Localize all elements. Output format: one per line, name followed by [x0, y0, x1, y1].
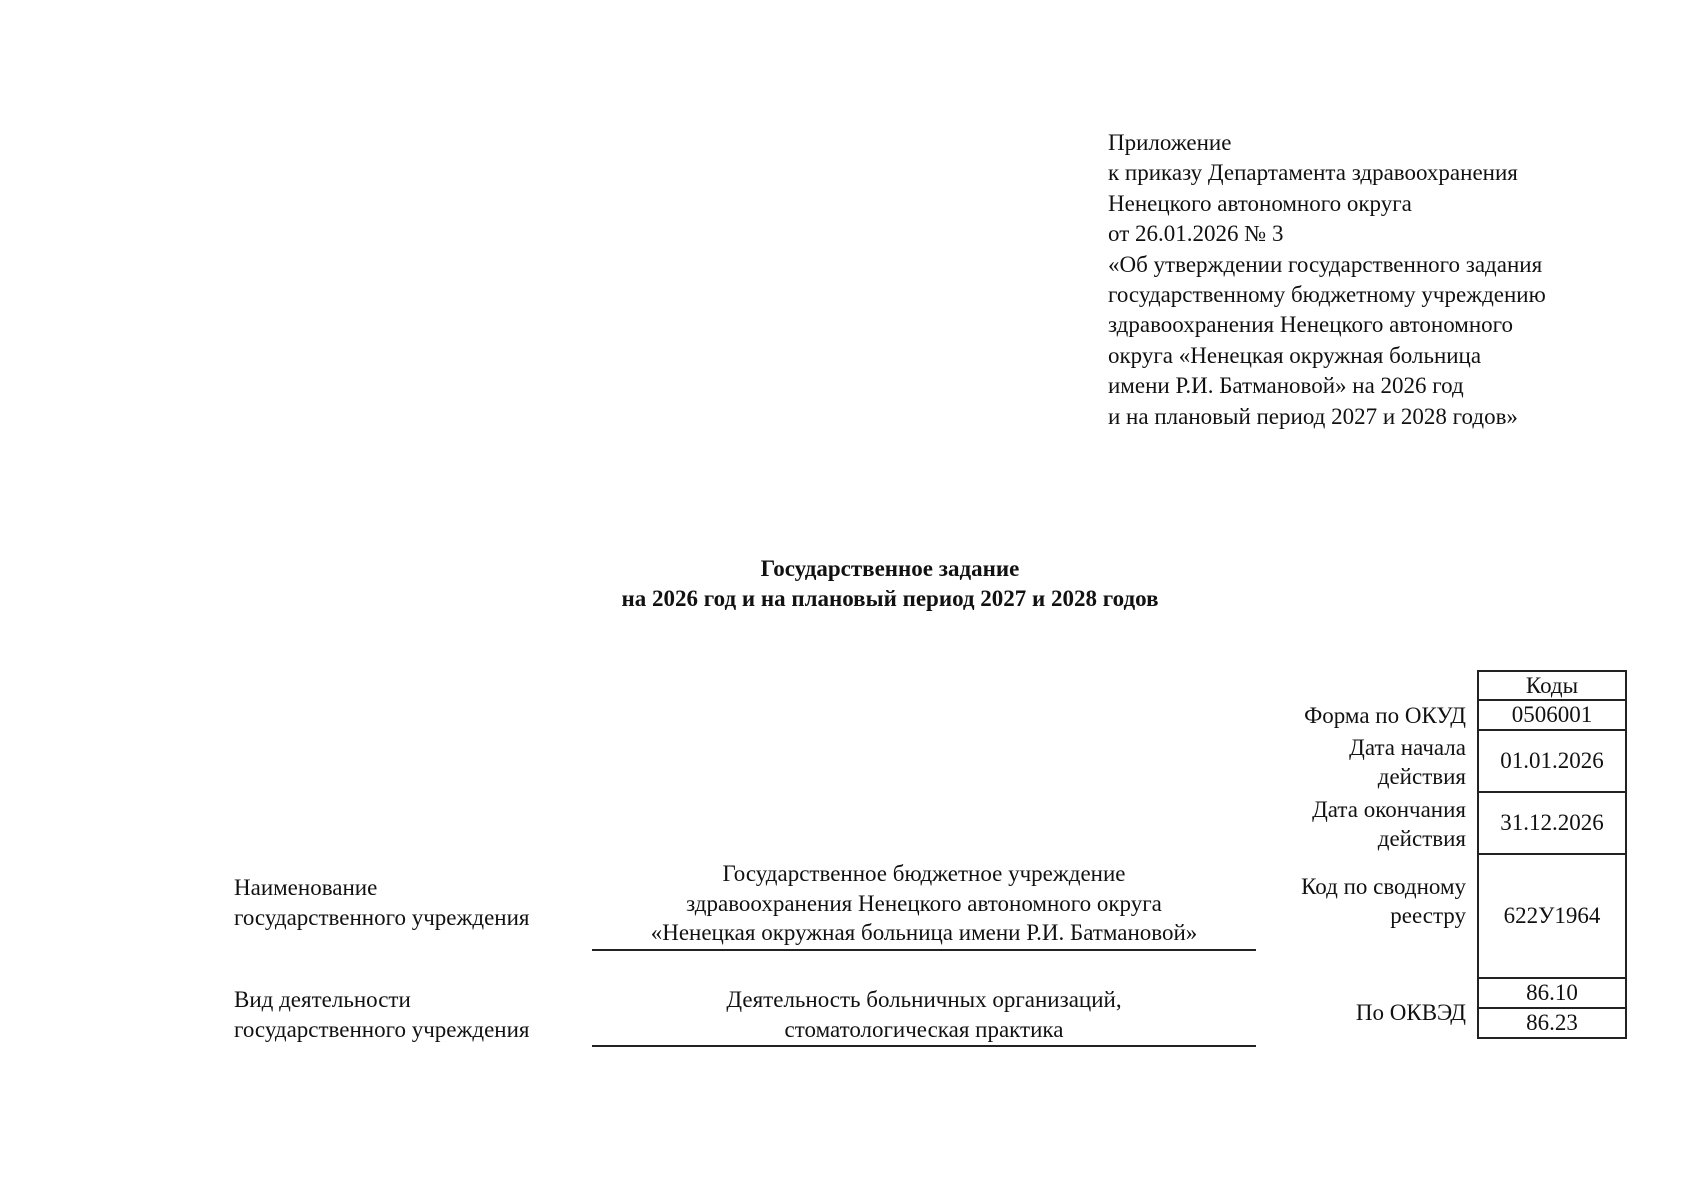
okud-code: 0506001 [1479, 701, 1625, 731]
institution-name-label-line-2: государственного учреждения [234, 904, 530, 930]
reestr-code: 622У1964 [1479, 855, 1625, 979]
okved-code-2: 86.23 [1479, 1009, 1625, 1039]
appendix-line: к приказу Департамента здравоохранения [1108, 160, 1518, 186]
appendix-line: здравоохранения Ненецкого автономного [1108, 312, 1513, 338]
end-date-label-line-1: Дата окончания [1312, 797, 1466, 822]
end-date-label-line-2: действия [1377, 826, 1466, 851]
reestr-label-line-1: Код по сводному [1301, 874, 1466, 899]
institution-name-line-3: «Ненецкая окружная больница имени Р.И. Батмановой» [650, 920, 1198, 945]
codes-header: Коды [1479, 672, 1625, 701]
start-date-value: 01.01.2026 [1479, 731, 1625, 793]
document-title [0, 554, 1698, 614]
codes-table [1477, 670, 1627, 1039]
okved-code-1: 86.10 [1479, 979, 1625, 1009]
start-date-label-line-1: Дата начала [1349, 735, 1466, 760]
institution-name-label-line-1: Наименование [234, 875, 378, 900]
reestr-label [1301, 872, 1466, 930]
activity-type-label-line-2: государственного учреждения [234, 1016, 530, 1042]
activity-type-label-line-1: Вид деятельности [234, 987, 411, 1012]
appendix-line: имени Р.И. Батмановой» на 2026 год [1108, 373, 1464, 399]
institution-name-line-1: Государственное бюджетное учреждение [722, 861, 1126, 886]
okud-label: Форма по ОКУД [1304, 703, 1466, 728]
start-date-label-line-2: действия [1377, 764, 1466, 789]
appendix-line: округа «Ненецкая окружная больница [1108, 342, 1482, 368]
end-date-label [1312, 795, 1466, 853]
start-date-label [1349, 733, 1466, 791]
document-title-line-1: Государственное задание [760, 556, 1020, 581]
appendix-header [1108, 128, 1648, 432]
appendix-line: государственному бюджетному учреждению [1108, 282, 1546, 308]
okved-label: По ОКВЭД [1355, 1000, 1466, 1025]
appendix-line: от 26.01.2026 № 3 [1108, 221, 1284, 247]
end-date-value: 31.12.2026 [1479, 793, 1625, 855]
reestr-label-line-2: реестру [1390, 903, 1466, 928]
appendix-line: «Об утверждении государственного задания [1108, 251, 1543, 277]
institution-name-value [592, 859, 1256, 951]
institution-name-label [234, 873, 530, 932]
activity-type-value [592, 985, 1256, 1047]
activity-type-line-2: стоматологическая практика [784, 1016, 1064, 1042]
document-title-line-2: на 2026 год и на плановый период 2027 и 2028 годов [621, 586, 1159, 611]
activity-type-line-1: Деятельность больничных организаций, [726, 987, 1122, 1012]
appendix-line: Ненецкого автономного округа [1108, 190, 1412, 216]
appendix-line: и на плановый период 2027 и 2028 годов» [1108, 403, 1518, 429]
activity-type-label [234, 985, 530, 1044]
appendix-line: Приложение [1108, 130, 1232, 155]
institution-name-line-2: здравоохранения Ненецкого автономного округа [686, 890, 1162, 916]
